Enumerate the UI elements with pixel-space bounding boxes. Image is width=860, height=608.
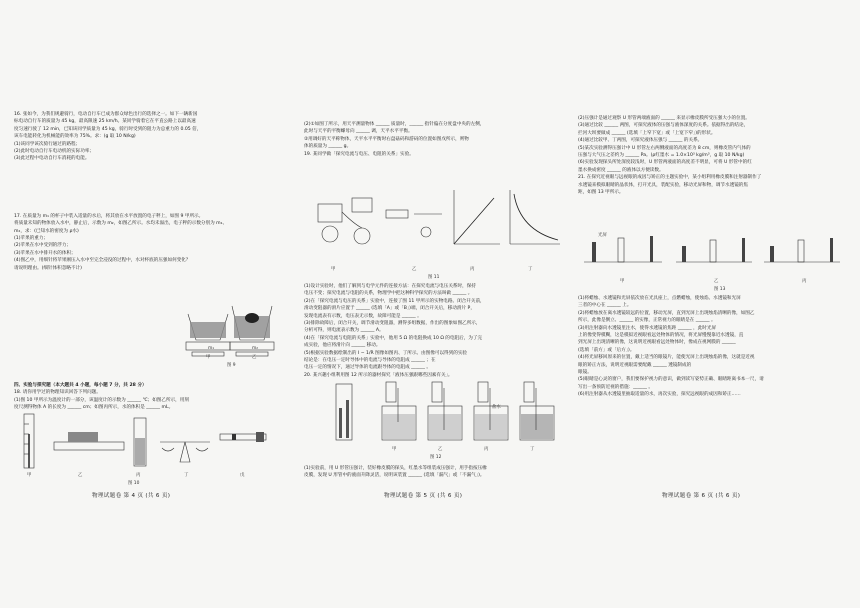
beaker-yi	[428, 382, 462, 440]
text-line: 眼的矫正方法，说明近视眼需要配戴 ______ 透镜制成的	[578, 362, 692, 368]
text-line: (1)苹果的重力；	[14, 236, 49, 242]
fig12-caption: 图 12	[430, 455, 442, 460]
graph-bing	[454, 190, 500, 244]
text-line: ②用调好的天平称物体，天平水平平衡时右盘砝码和游码的位置如图戊所示，则物	[304, 136, 469, 142]
fig11-label-yi: 乙	[412, 267, 417, 272]
text-line: (3)用注射器向水透镜里注水，使得水透镜的焦距 ______ ，此时光屏	[578, 325, 717, 331]
footer-page-6: 物理试题卷 第 6 页 (共 6 页)	[662, 493, 741, 499]
section-4	[14, 380, 282, 413]
text-line: 滑动变阻器的滑片应置于 ______ (选填「A」或「B」)端，闭合开关后，移动滑片 P，	[304, 306, 475, 312]
text-line: (4)通过比较甲、丁两图，可探究液体压强与 ______ 的关系。	[578, 138, 703, 144]
text-line: 分析可得，则电流表示数为 ______ A。	[304, 328, 384, 334]
question-20-parts	[304, 466, 572, 481]
text-line: 眼镜。	[578, 370, 592, 376]
text-line: 将质量未知的物体放入水中，静止后，示数为 m₂，如图乙所示。水均未溢出，电子秤的示数分别为 m₁、	[14, 221, 228, 227]
fig10-label-ding: 丁	[184, 473, 189, 478]
text-line: (4)在「探究电流与电阻的关系」实验中，他用 5 Ω 的电阻换成 10 Ω 的电阻后，为了完	[304, 335, 483, 341]
text-line: (3)通过比较 ______ 两图，可探究液体的压强与液体深度的关系。依据得出的结论，	[578, 123, 749, 129]
text-line: 三者的中心在 ______ 上。	[578, 303, 632, 309]
text-line: (1)设计实验时，他们了解到与电学元件的连接方法：在探究电流与电压关系时，保持	[304, 284, 476, 289]
text-line: m₂，求：(已知水的密度为 ρ水)	[14, 228, 79, 234]
question-21-parts	[578, 296, 846, 400]
text-line: 成实验，他应将滑片向 ______ 移动。	[304, 343, 381, 349]
text-line: 16. 张如今，为我们规避骑行，电动自行车已成为群众绿色出行的选择之一。如下一辆新国	[14, 112, 198, 117]
fig9-label-yi: 乙	[252, 355, 257, 360]
question-16	[14, 112, 282, 163]
text-line: 17. 在质量为 m₁ 的杯子中装入适量的水后，将其放在水平放置的电子秤上，如图 9 甲所示。	[14, 213, 204, 219]
text-line: 水透镜来模拟眼睛的晶状体，打开光具，装配实验，移动光屏和物，调节水透镜的焦	[578, 182, 748, 188]
text-line: (3)苹果在水中排开水的体积；	[14, 250, 76, 256]
text-line: 压强与大气压之差约为 ______ Pa。(ρ红墨水 = 1.0×10³ kg/m³，g 取 10 N/kg)	[578, 153, 745, 159]
text-line: 所示，此像是倒立、______ 的实像，正常视力的眼睛是在 ______ 。	[578, 318, 716, 324]
footer-page-4: 物理试题卷 第 4 页 (共 6 页)	[92, 493, 171, 499]
text-line: (5)某次实验测得压强计中 U 形管左右两侧液面的高度差为 8 cm，则橡皮管内气体的	[578, 145, 751, 151]
text-line: 请说明理由。(细针体积忽略不计)	[14, 265, 82, 271]
text-line: (4)将光屏移回原来的位置，戴上适当的眼镜片，能使光屏上出现烛焰的像，这就是近视	[578, 355, 755, 361]
text-line: 18. 请你用学过的物理知识回答下列问题。	[14, 390, 101, 396]
figure-13	[582, 232, 844, 276]
fig10-label-jia: 甲	[27, 473, 32, 478]
text-line: 电压一定的情况下，通过导体的电流跟导体的电阻成 ______ 。	[304, 365, 431, 371]
text-line: (6)用注射器从水透镜里抽取适量的水，再次实验，探究远视眼的成因和矫正……	[578, 392, 741, 398]
question-19-parts	[304, 284, 572, 380]
text-line: (2)苹果在水中受到的浮力；	[14, 243, 72, 249]
fig11-label-jia: 甲	[331, 267, 336, 272]
fig12-label-jia: 甲	[392, 447, 397, 452]
fig9-label-m2: m₂	[252, 346, 259, 351]
fig9-caption: 图 9	[227, 363, 236, 368]
text-line: (3)此过程中电动自行车消耗的电能。	[14, 156, 90, 162]
figure-9	[182, 300, 272, 366]
ruler	[54, 432, 124, 450]
fig13-label-yi: 乙	[714, 279, 719, 284]
page-6-column	[578, 116, 846, 197]
text-line: 拦河大坝要做成 ______ (选填「上窄下宽」或「上宽下窄」)的形状。	[578, 130, 716, 136]
text-line: 距，如图 13 甲所示。	[578, 190, 624, 196]
fig11-caption: 图 11	[428, 275, 440, 280]
beaker-ding	[520, 382, 554, 440]
text-line: (2)压强计是通过观察 U 形管两端液面的 ______ 来显示橡皮膜所受压强大小的位置。	[578, 116, 750, 121]
fig11-label-ding: 丁	[528, 267, 533, 272]
fig9-label-m1: m₁	[208, 346, 215, 351]
fig13-label-jia: 甲	[620, 279, 625, 284]
beaker-jia	[382, 382, 416, 440]
text-line: 上的像变得模糊，这是模拟近视眼看远处物体的情况，将光屏慢慢靠近水透镜，直	[578, 333, 744, 339]
text-line: 度尺测得物体 A 的长度为 ______ cm；如图丙所示，水的体积是 ______ mL。	[14, 405, 174, 411]
text-line: 此时与天平的平衡螺母向 ______ 调，天平水平平衡。	[304, 129, 413, 135]
text-line: (5)根据实验数据绘制出的 I − 1/R 图像如图丙、丁所示。由图像可以得到的实验	[304, 350, 468, 356]
fig11-label-bing: 丙	[470, 267, 475, 272]
text-line: 21. 在探究近视眼与远视眼的成因与矫正的主题实验中，某小组利用橡皮膜和注射器制作了	[578, 175, 762, 181]
text-line: 该车电能转化为机械能的效率为 75%。求：(g 取 10 N/kg)	[14, 134, 136, 140]
text-line: (1)实验前，用 U 形管压强计，装好橡皮膜的探头，红墨水等组装成压强计，用手指按压橡	[304, 466, 487, 471]
page-5-column	[304, 122, 572, 159]
circuit-jia	[318, 198, 372, 244]
text-line: 19. 某同学做「探究电流与电压、电阻的关系」实验。	[304, 151, 414, 157]
bench-yi	[676, 238, 752, 262]
text-line: 体的质量为 ______ g。	[304, 144, 352, 150]
text-line: 标电动自行车的质量为 45 kg，最高限速 25 km/h。某同学骑着它在平直公路上以最高速	[14, 119, 196, 125]
figure-10	[20, 412, 270, 472]
fig12-label-bing: 丙	[484, 447, 489, 452]
beaker-bing	[474, 382, 508, 440]
text-line: (1)将蜡烛、水透镜和光屏依次放在光具座上，点燃蜡烛，使烛焰、水透镜和光屏	[578, 296, 741, 301]
bench-jia	[584, 236, 662, 262]
page-4-column	[14, 112, 282, 273]
circuit-yi	[386, 210, 442, 237]
section-heading: 四、实验与探究题（本大题共 4 小题，每小题 7 分，共 28 分）	[14, 383, 147, 388]
text-line: (1)该同学该次骑行通过的路程；	[14, 141, 81, 147]
figure-12	[330, 378, 560, 444]
text-line: (2)将蜡烛放在离水透镜较远的位置，移动光屏，直到光屏上出现烛焰清晰的像，如图乙	[578, 310, 755, 316]
measuring-cylinder	[134, 418, 146, 466]
fig10-caption: 图 10	[128, 481, 140, 486]
graph-ding	[510, 190, 560, 244]
u-tube-manometer	[336, 384, 352, 440]
fig13-label-screen: 光屏	[598, 233, 607, 238]
text-line: 电压不变；探究电流与电阻的关系，物理学中把这种科学探究的方法叫做 ______ 。	[304, 291, 473, 297]
weights-ruler	[220, 432, 266, 442]
question-18-cont	[304, 122, 572, 158]
fig12-label-brine: 盐水	[492, 405, 501, 410]
text-line: (6)实验发现探头所处深度较浅时，U 形管两液面的高度差不明显，可将 U 形管中的红	[578, 160, 752, 166]
fig10-label-bing: 丙	[136, 473, 141, 478]
text-line: (1)图 10 甲所示为温度计的一部分，该温度计的示数为 ______ ℃；如图乙所示，用刻	[14, 397, 189, 403]
fig13-caption: 图 13	[714, 287, 726, 292]
fig12-label-ding: 丁	[530, 447, 535, 452]
fig10-label-yi: 乙	[78, 473, 83, 478]
fig12-label-yi: 乙	[438, 447, 443, 452]
text-line: 发现电流表有示数，电压表无示数，故障可能是 ______ 。	[304, 313, 422, 319]
text-line: 写出一条预防近视的措施：______ 。	[578, 384, 653, 390]
fig10-label-wu: 戊	[240, 473, 245, 478]
fig9-label-jia: 甲	[206, 355, 211, 360]
text-line: (4)图乙中，用细针将苹果刚压入水中至完全浸没的过程中，水对杯底的压强如何变化？	[14, 258, 191, 264]
text-line: (选填「前方」或「后方」)。	[578, 347, 635, 353]
bench-bing	[764, 238, 840, 262]
text-line: 到光屏上出现清晰的像，这说明近视眼看远处物体时，像成在视网膜的 ______	[578, 340, 736, 346]
text-line: 结论是：在电压一定时导体中的电流与导体的电阻成 ______ ；在	[304, 358, 436, 364]
thermometer	[24, 414, 34, 468]
text-line: 20. 某兴趣小组利用图 12 所示的器材探究「液体压强跟哪些因素有关」。	[304, 372, 453, 378]
text-line: (5)眼睛是心灵的窗户，我们要保护视力的意识，做到读写姿势正确、眼睛距离书本一尺，请	[578, 377, 764, 383]
fig13-label-bing: 丙	[802, 279, 807, 284]
text-line: (2)在「探究电流与电压的关系」实验中，连接了图 11 甲所示的实物电路。闭合开关前，	[304, 298, 485, 304]
text-line: 度匀速行驶了 12 min，已知该同学质量为 45 kg，骑行时受到的阻力为总重力的 0.05 倍，	[14, 126, 202, 132]
balance	[160, 442, 210, 462]
text-line: (3)排除故障后，闭合开关，调节滑动变阻器，测得多组数据，作出的图象如图乙所示，	[304, 321, 481, 327]
question-17	[14, 214, 282, 272]
figure-11	[314, 184, 564, 266]
text-line: 皮膜，发现 U 形管中的液面升降灵活，说明该装置 ______ (选填「漏气」或「不漏气」)。	[304, 473, 485, 479]
footer-page-5: 物理试题卷 第 5 页 (共 6 页)	[384, 493, 463, 499]
text-line: 墨水换成密度 ______ 的液体以方便读数。	[578, 167, 664, 173]
text-line: (2)此时电动自行车电动机的实际功率；	[14, 149, 95, 155]
text-line: (2)①如图丁所示，用天平测量物体 ______ 质量时，______ 指针偏在分度盘中央的左侧，	[304, 122, 485, 127]
